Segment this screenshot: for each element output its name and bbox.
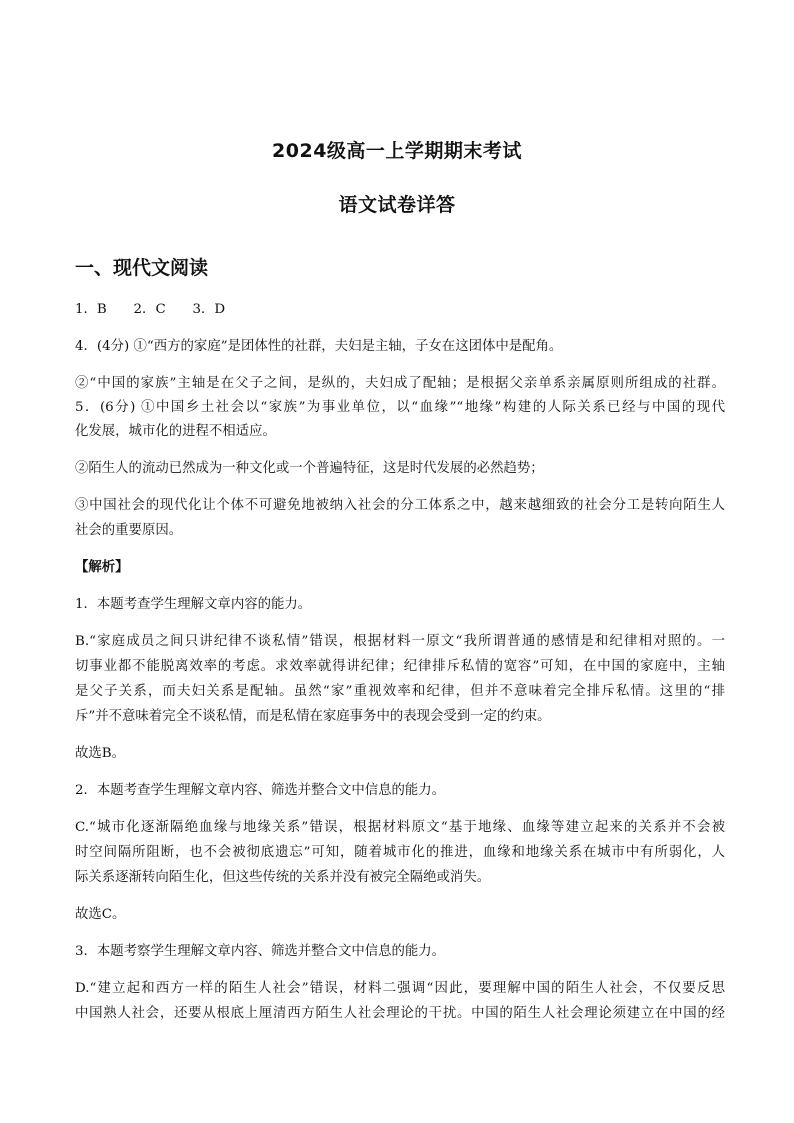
analysis-paragraph: B.“家庭成员之间只讲纪律不谈私情”错误，根据材料一原文“我所谓普通的感情是和纪律相对照的。一 (75, 634, 725, 649)
analysis-paragraph: 1．本题考查学生理解文章内容的能力。 (75, 597, 312, 612)
analysis-paragraph: 中国熟人社会，还要从根底上厘清西方陌生人社会理论的干扰。中国的陌生人社会理论须建立在中国的经 (75, 1006, 725, 1021)
exam-subtitle: 语文试卷详答 (338, 194, 456, 216)
analysis-label: 【解析】 (75, 560, 129, 575)
answer-q4-line: ②“中国的家族”主轴是在父子之间，是纵的，夫妇成了配轴；是根据父亲单系亲属原则所组成的社群。 (75, 376, 725, 391)
analysis-paragraph: C.“城市化逐渐隔绝血缘与地缘关系”错误，根据材料原文“基于地缘、血缘等建立起来的关系并不会被 (75, 820, 725, 835)
section-heading: 一、现代文阅读 (75, 257, 209, 279)
answer-q5-line: ②陌生人的流动已然成为一种文化或一个普遍特征，这是时代发展的必然趋势； (75, 461, 544, 476)
answer-q5-line: 化发展，城市化的进程不相适应。 (75, 424, 276, 439)
analysis-paragraph: 2．本题考查学生理解文章内容、筛选并整合文中信息的能力。 (75, 783, 446, 798)
analysis-choice: 故选C。 (75, 907, 126, 922)
analysis-paragraph: 斥”并不意味着完全不谈私情，而是私情在家庭事务中的表现会受到一定的约束。 (75, 709, 551, 724)
answer-q5-line: 5．(6分) ①中国乡土社会以“家族”为事业单位，以“血缘”“地缘”构建的人际关系已经与中国的现代 (75, 400, 725, 415)
answer-mc-line: 1．B 2．C 3．D (75, 302, 226, 317)
answer-q5-line: 社会的重要原因。 (75, 523, 183, 538)
analysis-choice: 故选B。 (75, 746, 126, 761)
analysis-paragraph: 3．本题考察学生理解文章内容、筛选并整合文中信息的能力。 (75, 944, 446, 959)
analysis-paragraph: 切事业都不能脱离效率的考虑。求效率就得讲纪律；纪律排斥私情的宽容”可知，在中国的家庭中，主轴 (75, 659, 725, 674)
analysis-paragraph: D.“建立起和西方一样的陌生人社会”错误，材料二强调“因此，要理解中国的陌生人社会，不仅要反思 (75, 981, 725, 996)
answer-q5-line: ③中国社会的现代化让个体不可避免地被纳入社会的分工体系之中，越来越细致的社会分工是转向陌生人 (75, 498, 725, 513)
analysis-paragraph: 际关系逐渐转向陌生化，但这些传统的关系并没有被完全隔绝或消失。 (75, 870, 491, 885)
analysis-paragraph: 是父子关系，而夫妇关系是配轴。虽然“家”重视效率和纪律，但并不意味着完全排斥私情。这里的“排 (75, 684, 725, 699)
analysis-paragraph: 时空间隔所阻断，也不会被彻底遗忘”可知，随着城市化的推进，血缘和地缘关系在城市中有所弱化，人 (75, 845, 725, 860)
exam-title: 2024级高一上学期期末考试 (272, 140, 522, 162)
answer-q4-line: 4．(4分) ①“西方的家庭”是团体性的社群，夫妇是主轴，子女在这团体中是配角。 (75, 339, 563, 354)
